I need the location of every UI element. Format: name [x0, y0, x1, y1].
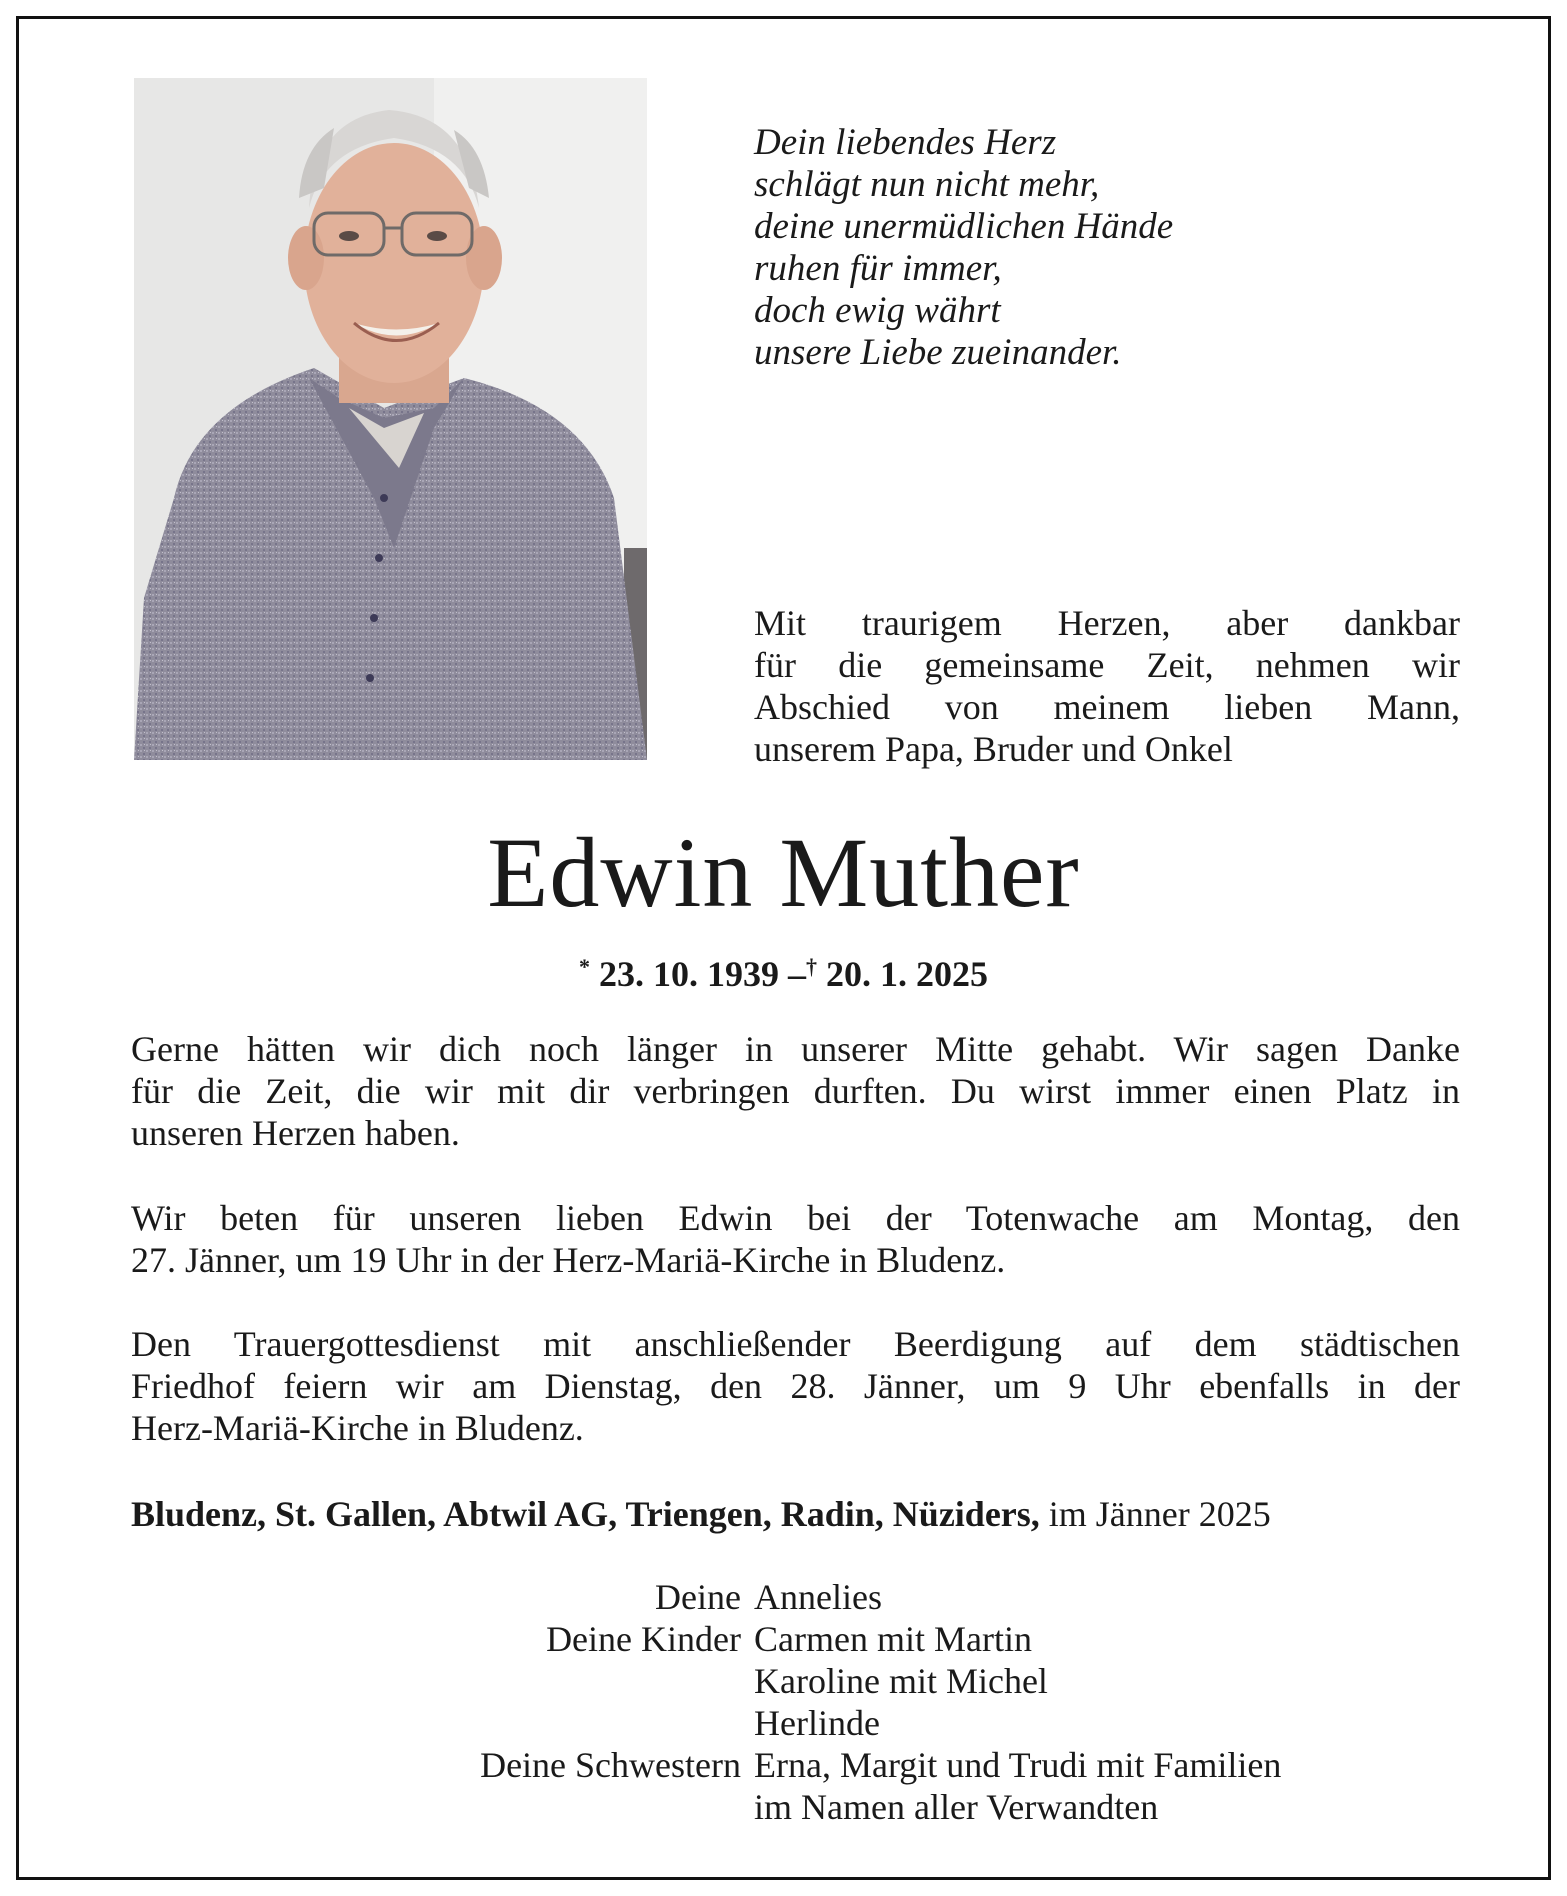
- poem-line: Dein liebendes Herz: [754, 122, 1057, 163]
- signature-row: [0, 1702, 1567, 1744]
- signature-names: Annelies: [754, 1577, 882, 1617]
- deceased-name: Edwin Muther: [487, 817, 1080, 928]
- birth-symbol: *: [579, 954, 590, 979]
- signatures: [0, 1576, 1567, 1828]
- signature-row: [0, 1786, 1567, 1828]
- paragraph-line: unseren Herzen haben.: [131, 1113, 460, 1153]
- poem: [754, 122, 1173, 374]
- signature-label: Deine Kinder: [546, 1619, 741, 1659]
- intro-line: für die gemeinsame Zeit, nehmen wir: [754, 645, 1460, 685]
- paragraph-funeral: [131, 1323, 1460, 1449]
- signature-names: im Namen aller Verwandten: [754, 1787, 1159, 1827]
- signature-row: [0, 1744, 1567, 1786]
- poem-line: schlägt nun nicht mehr,: [754, 164, 1100, 205]
- death-symbol: †: [806, 954, 817, 979]
- date-separator: –: [788, 954, 806, 994]
- paragraph-line: Friedhof feiern wir am Dienstag, den 28. Jänner, um 9 Uhr ebenfalls in der: [131, 1366, 1460, 1406]
- date-line: im Jänner 2025: [1048, 1494, 1271, 1534]
- intro-line: Mit traurigem Herzen, aber dankbar: [754, 603, 1460, 643]
- paragraph-line: Gerne hätten wir dich noch länger in unserer Mitte gehabt. Wir sagen Danke: [131, 1029, 1460, 1069]
- intro-text: [754, 602, 1460, 770]
- signature-names: Carmen mit Martin: [754, 1619, 1032, 1659]
- paragraph-line: Den Trauergottesdienst mit anschließender Beerdigung auf dem städtischen: [131, 1324, 1460, 1364]
- locations: Bludenz, St. Gallen, Abtwil AG, Triengen, Radin, Nüziders,: [131, 1494, 1040, 1534]
- signature-row: [0, 1576, 1567, 1618]
- signature-label: Deine Schwestern: [480, 1745, 741, 1785]
- poem-line: doch ewig währt: [754, 290, 1001, 331]
- poem-line: unsere Liebe zueinander.: [754, 332, 1122, 373]
- birth-date: 23. 10. 1939: [599, 954, 779, 994]
- death-date: 20. 1. 2025: [826, 954, 988, 994]
- intro-line: unserem Papa, Bruder und Onkel: [754, 729, 1233, 769]
- signature-label: Deine: [655, 1577, 741, 1617]
- paragraph-line: Herz-Mariä-Kirche in Bludenz.: [131, 1408, 584, 1448]
- signature-row: [0, 1618, 1567, 1660]
- intro-line: Abschied von meinem lieben Mann,: [754, 687, 1460, 727]
- poem-line: ruhen für immer,: [754, 248, 1002, 289]
- signature-row: [0, 1660, 1567, 1702]
- paragraph-line: Wir beten für unseren lieben Edwin bei der Totenwache am Montag, den: [131, 1198, 1460, 1238]
- signature-names: Karoline mit Michel: [754, 1661, 1048, 1701]
- paragraph-line: 27. Jänner, um 19 Uhr in der Herz-Mariä-Kirche in Bludenz.: [131, 1240, 1006, 1280]
- portrait-photo: [134, 78, 647, 760]
- signature-names: Erna, Margit und Trudi mit Familien: [754, 1745, 1282, 1785]
- place-and-date: [131, 1493, 1460, 1535]
- poem-line: deine unermüdlichen Hände: [754, 206, 1174, 247]
- paragraph-remembrance: [131, 1028, 1460, 1154]
- paragraph-line: für die Zeit, die wir mit dir verbringen durften. Du wirst immer einen Platz in: [131, 1071, 1460, 1111]
- paragraph-wake: [131, 1197, 1460, 1281]
- life-dates: [0, 946, 1567, 995]
- signature-names: Herlinde: [754, 1703, 880, 1743]
